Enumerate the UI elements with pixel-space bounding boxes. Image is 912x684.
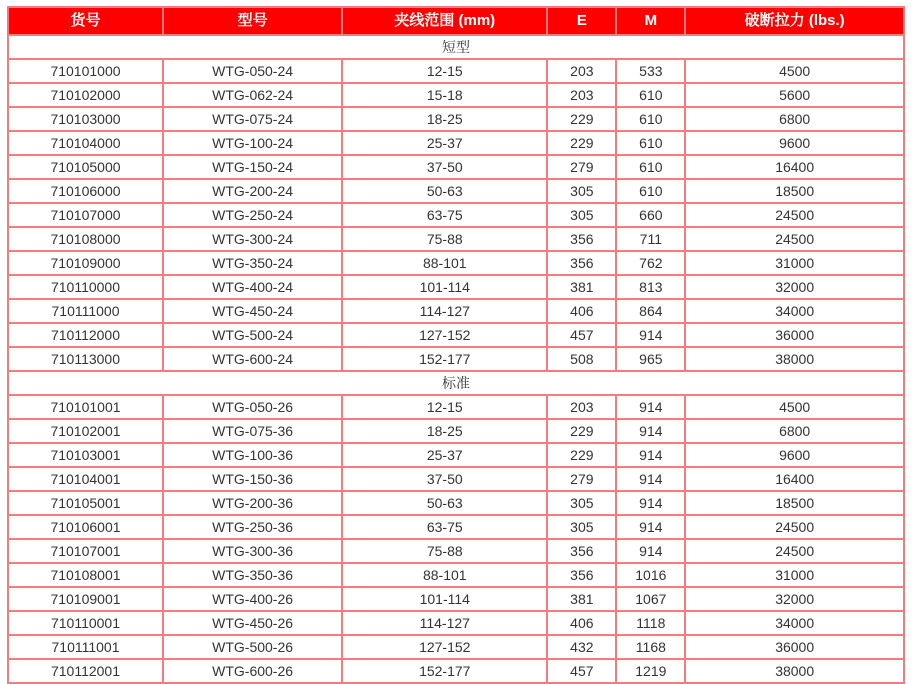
table-cell: WTG-350-36 <box>163 563 342 587</box>
table-cell: WTG-250-24 <box>163 203 342 227</box>
table-cell: 4500 <box>685 395 904 419</box>
table-cell: WTG-500-26 <box>163 635 342 659</box>
table-cell: 813 <box>616 275 685 299</box>
table-cell: 710103000 <box>8 107 163 131</box>
table-cell: 279 <box>547 467 616 491</box>
table-cell: 75-88 <box>342 539 547 563</box>
table-row <box>8 611 904 635</box>
table-cell: 18-25 <box>342 419 547 443</box>
table-cell: WTG-100-24 <box>163 131 342 155</box>
table-row <box>8 443 904 467</box>
table-cell: 1067 <box>616 587 685 611</box>
table-row <box>8 419 904 443</box>
table-cell: 18500 <box>685 491 904 515</box>
table-row <box>8 587 904 611</box>
table-cell: 710102001 <box>8 419 163 443</box>
table-cell: 710108000 <box>8 227 163 251</box>
table-cell: 18-25 <box>342 107 547 131</box>
table-cell: 152-177 <box>342 659 547 683</box>
table-cell: 533 <box>616 59 685 83</box>
table-cell: 152-177 <box>342 347 547 371</box>
table-cell: 36000 <box>685 323 904 347</box>
table-cell: 710110001 <box>8 611 163 635</box>
table-cell: 50-63 <box>342 179 547 203</box>
table-row <box>8 251 904 275</box>
table-row <box>8 467 904 491</box>
table-cell: 24500 <box>685 515 904 539</box>
table-row <box>8 227 904 251</box>
table-cell: 610 <box>616 131 685 155</box>
table-cell: 16400 <box>685 467 904 491</box>
table-cell: 710112000 <box>8 323 163 347</box>
table-cell: 127-152 <box>342 635 547 659</box>
table-cell: 914 <box>616 491 685 515</box>
table-cell: 914 <box>616 467 685 491</box>
table-cell: WTG-075-24 <box>163 107 342 131</box>
table-cell: WTG-200-36 <box>163 491 342 515</box>
table-cell: 1219 <box>616 659 685 683</box>
table-cell: 1016 <box>616 563 685 587</box>
table-cell: 63-75 <box>342 515 547 539</box>
table-cell: 127-152 <box>342 323 547 347</box>
table-row <box>8 395 904 419</box>
table-cell: WTG-075-36 <box>163 419 342 443</box>
table-cell: 710112001 <box>8 659 163 683</box>
table-cell: 381 <box>547 587 616 611</box>
table-cell: 88-101 <box>342 251 547 275</box>
table-cell: WTG-400-26 <box>163 587 342 611</box>
table-cell: 31000 <box>685 563 904 587</box>
table-cell: 305 <box>547 203 616 227</box>
column-header: 破断拉力 (lbs.) <box>685 7 904 35</box>
table-cell: 1118 <box>616 611 685 635</box>
table-cell: 5600 <box>685 83 904 107</box>
table-cell: 9600 <box>685 131 904 155</box>
table-cell: 31000 <box>685 251 904 275</box>
table-cell: WTG-350-24 <box>163 251 342 275</box>
table-cell: 710101001 <box>8 395 163 419</box>
table-cell: 356 <box>547 563 616 587</box>
table-cell: 9600 <box>685 443 904 467</box>
table-cell: 864 <box>616 299 685 323</box>
header-row <box>8 7 904 35</box>
table-cell: 114-127 <box>342 299 547 323</box>
table-cell: 203 <box>547 59 616 83</box>
table-cell: WTG-600-26 <box>163 659 342 683</box>
table-cell: 101-114 <box>342 275 547 299</box>
table-cell: WTG-500-24 <box>163 323 342 347</box>
table-row <box>8 59 904 83</box>
table-cell: 508 <box>547 347 616 371</box>
table-cell: WTG-450-26 <box>163 611 342 635</box>
table-cell: 965 <box>616 347 685 371</box>
table-cell: WTG-400-24 <box>163 275 342 299</box>
table-cell: 914 <box>616 515 685 539</box>
table-cell: 660 <box>616 203 685 227</box>
table-cell: 6800 <box>685 107 904 131</box>
table-cell: WTG-200-24 <box>163 179 342 203</box>
table-cell: 229 <box>547 443 616 467</box>
table-row <box>8 155 904 179</box>
table-row <box>8 659 904 683</box>
table-cell: 914 <box>616 443 685 467</box>
table-row <box>8 203 904 227</box>
table-row <box>8 347 904 371</box>
column-header: 型号 <box>163 7 342 35</box>
table-cell: 75-88 <box>342 227 547 251</box>
section-row <box>8 371 904 395</box>
table-cell: 4500 <box>685 59 904 83</box>
table-cell: 432 <box>547 635 616 659</box>
table-cell: 710104001 <box>8 467 163 491</box>
table-cell: 37-50 <box>342 155 547 179</box>
table-body <box>8 35 904 683</box>
table-cell: 12-15 <box>342 59 547 83</box>
table-cell: 710111001 <box>8 635 163 659</box>
table-cell: WTG-150-36 <box>163 467 342 491</box>
table-cell: 32000 <box>685 587 904 611</box>
table-cell: WTG-450-24 <box>163 299 342 323</box>
column-header: M <box>616 7 685 35</box>
table-cell: 710106001 <box>8 515 163 539</box>
table-cell: 50-63 <box>342 491 547 515</box>
table-cell: 24500 <box>685 203 904 227</box>
table-cell: WTG-250-36 <box>163 515 342 539</box>
table-cell: 34000 <box>685 299 904 323</box>
table-row <box>8 83 904 107</box>
table-cell: 610 <box>616 83 685 107</box>
table-cell: 25-37 <box>342 131 547 155</box>
table-row <box>8 299 904 323</box>
section-title: 短型 <box>8 35 904 59</box>
table-cell: 203 <box>547 395 616 419</box>
table-cell: 305 <box>547 491 616 515</box>
table-row <box>8 107 904 131</box>
table-cell: 356 <box>547 227 616 251</box>
table-cell: 15-18 <box>342 83 547 107</box>
table-cell: 279 <box>547 155 616 179</box>
section-row <box>8 35 904 59</box>
table-cell: 710103001 <box>8 443 163 467</box>
table-cell: 229 <box>547 107 616 131</box>
table-row <box>8 323 904 347</box>
table-cell: 610 <box>616 155 685 179</box>
table-row <box>8 539 904 563</box>
table-cell: 203 <box>547 83 616 107</box>
table-row <box>8 635 904 659</box>
table-cell: 710110000 <box>8 275 163 299</box>
table-row <box>8 179 904 203</box>
table-cell: 229 <box>547 131 616 155</box>
table-cell: WTG-150-24 <box>163 155 342 179</box>
column-header: 货号 <box>8 7 163 35</box>
table-cell: 38000 <box>685 659 904 683</box>
table-cell: WTG-300-36 <box>163 539 342 563</box>
table-cell: 711 <box>616 227 685 251</box>
product-spec-table <box>7 6 905 684</box>
table-cell: 88-101 <box>342 563 547 587</box>
table-cell: WTG-300-24 <box>163 227 342 251</box>
table-cell: 914 <box>616 323 685 347</box>
table-cell: 710102000 <box>8 83 163 107</box>
table-row <box>8 131 904 155</box>
table-cell: 18500 <box>685 179 904 203</box>
table-cell: 710107001 <box>8 539 163 563</box>
section-title: 标准 <box>8 371 904 395</box>
table-row <box>8 275 904 299</box>
table-cell: WTG-100-36 <box>163 443 342 467</box>
table-cell: 6800 <box>685 419 904 443</box>
table-cell: 710105000 <box>8 155 163 179</box>
table-cell: 710108001 <box>8 563 163 587</box>
table-cell: 305 <box>547 515 616 539</box>
table-cell: 762 <box>616 251 685 275</box>
table-cell: WTG-050-26 <box>163 395 342 419</box>
table-cell: 610 <box>616 107 685 131</box>
table-cell: 38000 <box>685 347 904 371</box>
table-cell: 710109000 <box>8 251 163 275</box>
table-cell: 356 <box>547 251 616 275</box>
table-cell: 710113000 <box>8 347 163 371</box>
table-cell: 710106000 <box>8 179 163 203</box>
table-cell: 1168 <box>616 635 685 659</box>
table-cell: 34000 <box>685 611 904 635</box>
table-cell: 457 <box>547 323 616 347</box>
table-cell: WTG-050-24 <box>163 59 342 83</box>
table-cell: 24500 <box>685 539 904 563</box>
column-header: 夹线范围 (mm) <box>342 7 547 35</box>
table-cell: 710111000 <box>8 299 163 323</box>
table-cell: 24500 <box>685 227 904 251</box>
table-cell: 305 <box>547 179 616 203</box>
table-cell: 16400 <box>685 155 904 179</box>
table-cell: 710104000 <box>8 131 163 155</box>
table-cell: WTG-600-24 <box>163 347 342 371</box>
table-cell: 356 <box>547 539 616 563</box>
table-cell: 381 <box>547 275 616 299</box>
table-cell: 914 <box>616 395 685 419</box>
table-cell: 914 <box>616 419 685 443</box>
column-header: E <box>547 7 616 35</box>
table-cell: 610 <box>616 179 685 203</box>
table-row <box>8 563 904 587</box>
table-cell: 229 <box>547 419 616 443</box>
table-cell: 457 <box>547 659 616 683</box>
table-cell: 37-50 <box>342 467 547 491</box>
table-cell: 101-114 <box>342 587 547 611</box>
table-cell: WTG-062-24 <box>163 83 342 107</box>
table-cell: 710109001 <box>8 587 163 611</box>
table-row <box>8 491 904 515</box>
table-row <box>8 515 904 539</box>
table-cell: 12-15 <box>342 395 547 419</box>
table-cell: 710107000 <box>8 203 163 227</box>
table-cell: 710105001 <box>8 491 163 515</box>
table-cell: 406 <box>547 611 616 635</box>
table-cell: 914 <box>616 539 685 563</box>
table-cell: 406 <box>547 299 616 323</box>
table-cell: 114-127 <box>342 611 547 635</box>
table-cell: 710101000 <box>8 59 163 83</box>
table-cell: 63-75 <box>342 203 547 227</box>
table-cell: 32000 <box>685 275 904 299</box>
table-cell: 36000 <box>685 635 904 659</box>
table-cell: 25-37 <box>342 443 547 467</box>
